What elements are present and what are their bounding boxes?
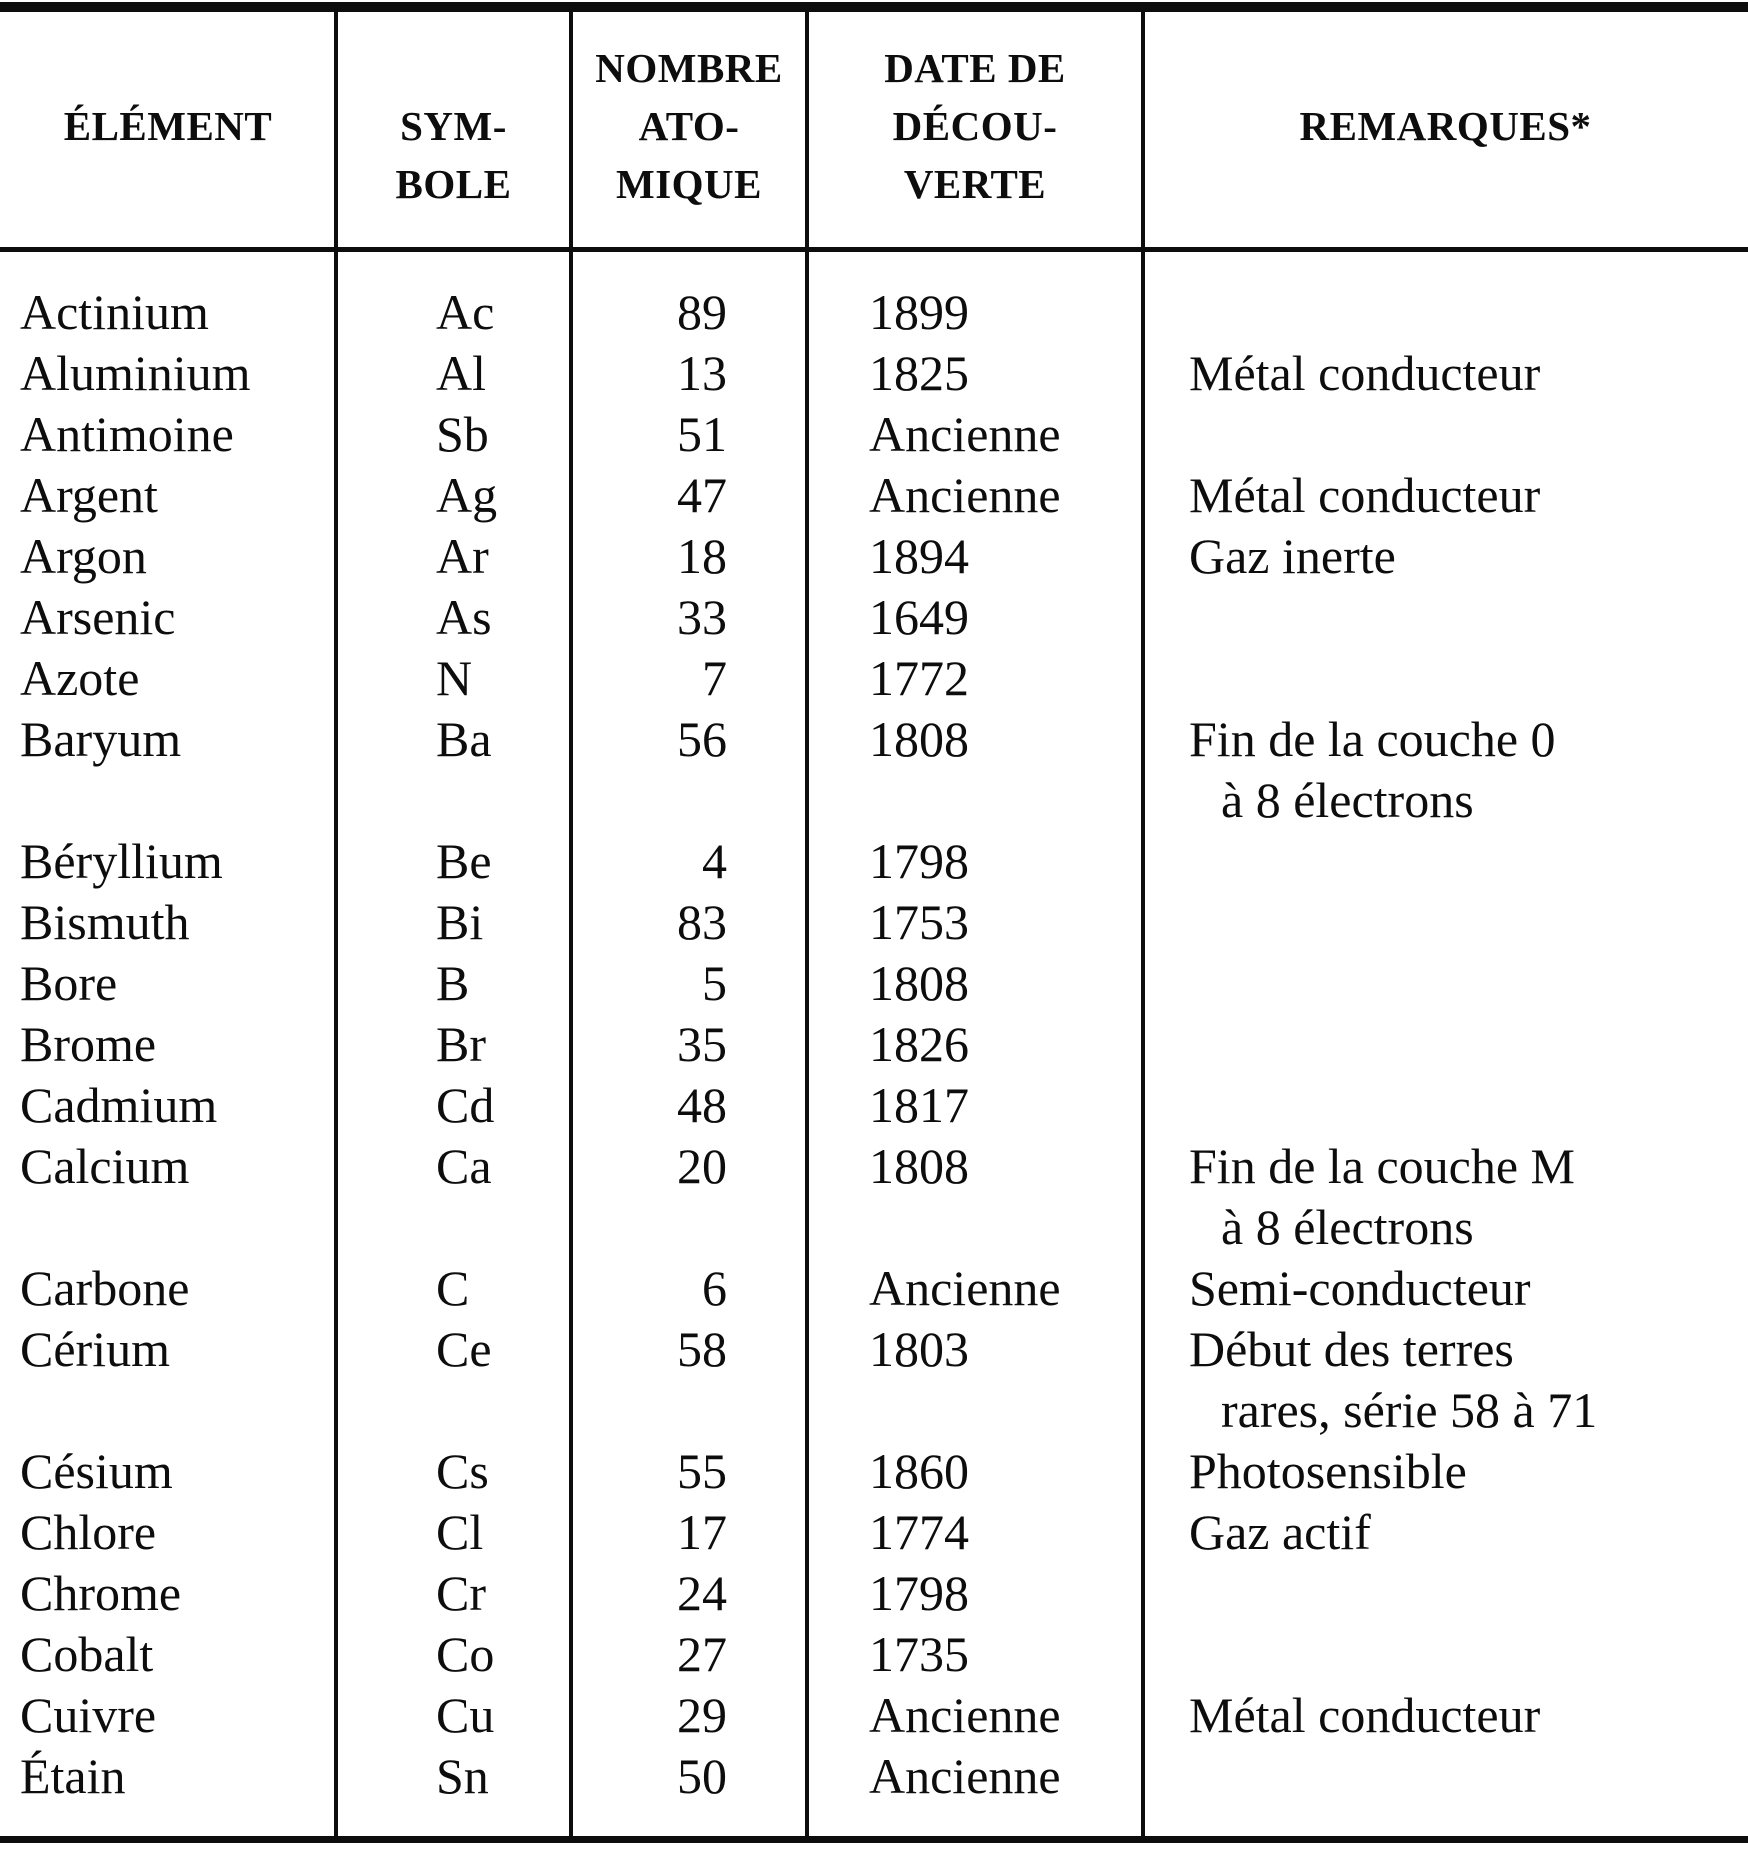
remark-line: Photosensible (1189, 1443, 1467, 1499)
remarks-cell (1143, 465, 1748, 526)
element-cell: Antimoine (20, 406, 234, 462)
table-row (0, 343, 1748, 404)
header-cell-nombre (571, 0, 807, 250)
symbol-cell: Co (436, 1626, 495, 1682)
discovery-date-cell: 1825 (869, 345, 969, 401)
table-row (0, 404, 1748, 465)
remark-line: Fin de la couche M (1189, 1138, 1576, 1194)
remarks-cell (1143, 648, 1748, 709)
remarks-cell (1143, 1563, 1748, 1624)
discovery-date-cell: Ancienne (869, 1260, 1061, 1316)
remark-line: Gaz inerte (1189, 528, 1396, 584)
discovery-date-cell: 1798 (869, 1565, 969, 1621)
symbol-cell: Cl (436, 1504, 484, 1560)
header-line: VERTE (903, 161, 1047, 207)
header-line: NOMBRE (595, 45, 783, 91)
remarks-cell (1143, 831, 1748, 892)
table-row (0, 1624, 1748, 1685)
remarks-cell (1143, 1746, 1748, 1807)
atomic-number-cell: 83 (677, 894, 727, 950)
remarks-cell (1143, 1014, 1748, 1075)
remarks-cell (1143, 343, 1748, 404)
table-row (0, 1746, 1748, 1807)
discovery-date-cell: 1894 (869, 528, 969, 584)
atomic-number-cell: 33 (677, 589, 727, 645)
atomic-number-cell: 27 (677, 1626, 727, 1682)
remarks-cell (1143, 282, 1748, 343)
symbol-cell: B (436, 955, 470, 1011)
element-cell: Cadmium (20, 1077, 218, 1133)
discovery-date-cell: Ancienne (869, 406, 1061, 462)
discovery-date-cell: 1826 (869, 1016, 969, 1072)
table-row (0, 831, 1748, 892)
discovery-date-cell: 1753 (869, 894, 969, 950)
element-cell: Brome (20, 1016, 157, 1072)
remarks-cell (1143, 1319, 1748, 1441)
header-line: DATE DE (884, 45, 1066, 91)
atomic-number-cell: 6 (702, 1260, 727, 1316)
table-row (0, 526, 1748, 587)
table-row (0, 953, 1748, 1014)
discovery-date-cell: Ancienne (869, 1748, 1061, 1804)
element-cell: Azote (20, 650, 140, 706)
symbol-cell: Ba (436, 711, 492, 767)
discovery-date-cell: Ancienne (869, 467, 1061, 523)
discovery-date-cell: 1899 (869, 284, 969, 340)
remark-line: Métal conducteur (1189, 1687, 1541, 1743)
element-cell: Argon (20, 528, 147, 584)
table-row (0, 465, 1748, 526)
remarks-cell (1143, 892, 1748, 953)
element-cell: Carbone (20, 1260, 190, 1316)
table-row (0, 892, 1748, 953)
table-row (0, 709, 1748, 831)
element-cell: Césium (20, 1443, 173, 1499)
element-cell: Aluminium (20, 345, 251, 401)
element-cell: Cuivre (20, 1687, 157, 1743)
discovery-date-cell: 1860 (869, 1443, 969, 1499)
remarks-cell (1143, 1624, 1748, 1685)
remarks-cell (1143, 1075, 1748, 1136)
table-row (0, 1441, 1748, 1502)
table-body (0, 252, 1748, 1807)
atomic-number-cell: 13 (677, 345, 727, 401)
symbol-cell: Cs (436, 1443, 489, 1499)
remarks-cell (1143, 1685, 1748, 1746)
symbol-cell: Ce (436, 1321, 492, 1377)
header-line: BOLE (395, 161, 512, 207)
symbol-cell: Ar (436, 528, 489, 584)
atomic-number-cell: 24 (677, 1565, 727, 1621)
table-row (0, 282, 1748, 343)
remark-line: Métal conducteur (1189, 467, 1541, 523)
header-cell-remarques (1143, 0, 1748, 250)
remarks-cell (1143, 953, 1748, 1014)
symbol-cell: Be (436, 833, 492, 889)
element-cell: Bore (20, 955, 118, 1011)
table-header-row (0, 0, 1748, 250)
element-cell: Cobalt (20, 1626, 154, 1682)
remarks-cell (1143, 1136, 1748, 1258)
atomic-number-cell: 89 (677, 284, 727, 340)
remarks-cell (1143, 1502, 1748, 1563)
discovery-date-cell: 1808 (869, 955, 969, 1011)
discovery-date-cell: 1798 (869, 833, 969, 889)
table-row (0, 1319, 1748, 1441)
table-row (0, 648, 1748, 709)
atomic-number-cell: 48 (677, 1077, 727, 1133)
remark-line: Fin de la couche 0 (1189, 711, 1556, 767)
symbol-cell: Sn (436, 1748, 489, 1804)
discovery-date-cell: 1772 (869, 650, 969, 706)
symbol-cell: Bi (436, 894, 484, 950)
discovery-date-cell: 1774 (869, 1504, 969, 1560)
atomic-number-cell: 50 (677, 1748, 727, 1804)
element-cell: Étain (20, 1748, 126, 1804)
atomic-number-cell: 51 (677, 406, 727, 462)
table-row (0, 1685, 1748, 1746)
symbol-cell: Cd (436, 1077, 495, 1133)
remarks-cell (1143, 404, 1748, 465)
element-cell: Béryllium (20, 833, 223, 889)
element-cell: Cérium (20, 1321, 170, 1377)
symbol-cell: N (436, 650, 473, 706)
symbol-cell: Ac (436, 284, 495, 340)
atomic-number-cell: 29 (677, 1687, 727, 1743)
header-cell-date (807, 0, 1143, 250)
remarks-cell (1143, 1258, 1748, 1319)
element-cell: Baryum (20, 711, 182, 767)
atomic-number-cell: 7 (702, 650, 727, 706)
atomic-number-cell: 17 (677, 1504, 727, 1560)
table-row (0, 1014, 1748, 1075)
discovery-date-cell: 1649 (869, 589, 969, 645)
element-cell: Bismuth (20, 894, 190, 950)
atomic-number-cell: 18 (677, 528, 727, 584)
remark-line: Début des terres (1189, 1321, 1514, 1377)
table-row (0, 1136, 1748, 1258)
symbol-cell: Br (436, 1016, 486, 1072)
discovery-date-cell: 1808 (869, 1138, 969, 1194)
remark-line: à 8 électrons (1221, 1199, 1474, 1255)
atomic-number-cell: 58 (677, 1321, 727, 1377)
header-line: MIQUE (616, 161, 762, 207)
remark-line: à 8 électrons (1221, 772, 1474, 828)
symbol-cell: Ca (436, 1138, 492, 1194)
table-row (0, 1563, 1748, 1624)
remarks-cell (1143, 587, 1748, 648)
header-cell-element (0, 0, 336, 250)
symbol-cell: C (436, 1260, 470, 1316)
header-cell-symbole (336, 0, 571, 250)
atomic-number-cell: 20 (677, 1138, 727, 1194)
element-cell: Argent (20, 467, 158, 523)
header-line: SYM- (400, 103, 507, 149)
remark-line: Métal conducteur (1189, 345, 1541, 401)
element-cell: Chlore (20, 1504, 157, 1560)
header-line: ATO- (638, 103, 740, 149)
remark-line: Semi-conducteur (1189, 1260, 1531, 1316)
atomic-number-cell: 5 (702, 955, 727, 1011)
remarks-cell (1143, 526, 1748, 587)
symbol-cell: Al (436, 345, 486, 401)
symbol-cell: Sb (436, 406, 489, 462)
table-row (0, 1258, 1748, 1319)
discovery-date-cell: 1735 (869, 1626, 969, 1682)
table-row (0, 587, 1748, 648)
element-cell: Actinium (20, 284, 209, 340)
remarks-cell (1143, 1441, 1748, 1502)
symbol-cell: Cu (436, 1687, 495, 1743)
element-cell: Arsenic (20, 589, 176, 645)
discovery-date-cell: 1803 (869, 1321, 969, 1377)
element-cell: Chrome (20, 1565, 182, 1621)
remark-line: Gaz actif (1189, 1504, 1371, 1560)
discovery-date-cell: 1817 (869, 1077, 969, 1133)
element-cell: Calcium (20, 1138, 190, 1194)
header-line: ÉLÉMENT (63, 103, 273, 149)
atomic-number-cell: 35 (677, 1016, 727, 1072)
discovery-date-cell: Ancienne (869, 1687, 1061, 1743)
table-row (0, 1075, 1748, 1136)
header-line: REMARQUES* (1299, 103, 1592, 149)
remarks-cell (1143, 709, 1748, 831)
table-row (0, 1502, 1748, 1563)
remark-line: rares, série 58 à 71 (1221, 1382, 1598, 1438)
symbol-cell: Ag (436, 467, 498, 523)
symbol-cell: Cr (436, 1565, 486, 1621)
atomic-number-cell: 55 (677, 1443, 727, 1499)
symbol-cell: As (436, 589, 492, 645)
header-line: DÉCOU- (892, 103, 1058, 149)
table-bottom-border (0, 1836, 1748, 1843)
atomic-number-cell: 4 (702, 833, 727, 889)
discovery-date-cell: 1808 (869, 711, 969, 767)
atomic-number-cell: 47 (677, 467, 727, 523)
atomic-number-cell: 56 (677, 711, 727, 767)
